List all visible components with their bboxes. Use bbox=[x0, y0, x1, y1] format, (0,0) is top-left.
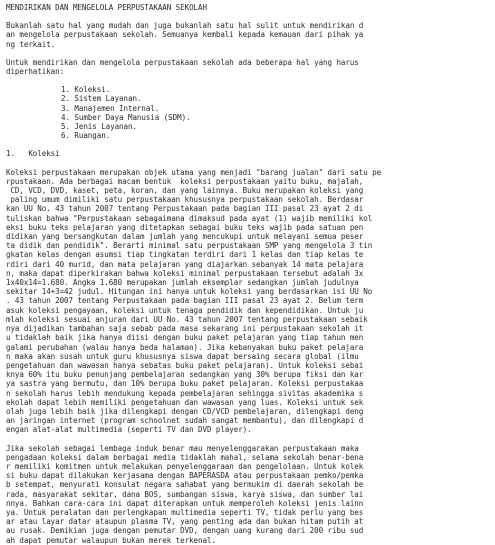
list-item: 1. Koleksi. bbox=[61, 85, 111, 95]
procurement-paragraph bbox=[6, 444, 489, 545]
text-line: rada, masyarakat sekitar, dana BOS, sumbangan siswa, karya siswa, dan sumber lai bbox=[6, 489, 364, 499]
text-line: si buku dapat dilakukan kerjasama dengan BAPERASDA atau perpustakaan pemko/pemka bbox=[6, 471, 364, 481]
text-line: tuliskan bahwa "Perpustakaan sebagaimana dimaksud pada ayat (1) wajib memiliki kol bbox=[6, 213, 373, 223]
text-line: knya 60% itu buku penunjang pembelajaran sedangkan yang 30% berupa fiksi dan kar bbox=[6, 370, 364, 380]
text-line: CD, VCD, DVD, kaset, peta, koran, dan yang lainnya. Buku merupakan koleksi yang bbox=[6, 186, 364, 196]
text-line: ya sastra yang bermutu, dan 10% berupa buku paket pelajaran. Koleksi perpustakaa bbox=[6, 379, 364, 389]
text-line: didikan yang bersangkutan dalam jumlah yang mencukupi untuk melayani semua peser bbox=[6, 232, 364, 242]
text-line: ya. Untuk peralatan dan perlengkapan multimedia seperti TV, tidak perlu yang bes bbox=[6, 507, 364, 517]
collection-paragraph bbox=[6, 168, 489, 435]
text-line: Untuk mendirikan dan mengelola perpustakaan sekolah ada beberapa hal yang harus bbox=[6, 57, 359, 67]
text-line: diperhatikan: bbox=[6, 67, 65, 77]
text-line: ng terkait. bbox=[6, 39, 56, 49]
text-line: pengadaan koleksi dalam berbagai media tidaklah mahal, selama sekolah benar-bena bbox=[6, 452, 364, 462]
text-line: rpustakaan. Ada berbagai macam bentuk koleksi perpustakaan yaitu buku, majalah, bbox=[6, 176, 364, 186]
intro-paragraph bbox=[6, 21, 489, 49]
requirements-list bbox=[6, 85, 489, 140]
text-line: mlah koleksi sesuai anjuran dari UU No. 43 tahun 2007 tentang perpustakaan sebaik bbox=[6, 314, 368, 324]
text-line: ah dapat pemutar walaupun bukan merek terkenal. bbox=[6, 535, 216, 545]
lead-paragraph bbox=[6, 58, 489, 76]
list-item: 4. Sumber Daya Manusia (SDM). bbox=[61, 112, 191, 122]
list-item: 2. Sistem Layanan. bbox=[61, 94, 142, 104]
list-item: 3. Manajemen Internal. bbox=[61, 103, 160, 113]
text-line: an mengelola perpustakaan sekolah. Semuanya kembali kepada kemauan dari pihak ya bbox=[6, 30, 364, 40]
text-line: kan UU No. 43 tahun 2007 tentang Perpustakaan pada bagian III pasal 23 ayat 2 di bbox=[6, 204, 364, 214]
text-line: nnya. Bahkan cara-cara ini dapat diterapkan untuk memperoleh koleksi jenis lainn bbox=[6, 498, 364, 508]
text-line: galami perubahan (walau hanya beda halaman). Jika kebanyakan buku paket pelajara bbox=[6, 342, 364, 352]
text-line: . 43 tahun 2007 tentang Perpustakaan pada bagian III pasal 23 ayat 2. Belum term bbox=[6, 296, 364, 306]
text-line: sekitar 14+3=42 judul. Hitungan ini hanya untuk koleksi yang berdasarkan isi UU No bbox=[6, 287, 373, 297]
text-line: n sekolah harus lebih mendukung kepada pembelajaran sehingga sivitas akademika s bbox=[6, 388, 364, 398]
text-line: au rusak. Demikian juga dengan pemutar DVD, dengan uang kurang dari 200 ribu sud bbox=[6, 526, 364, 536]
text-line: n, maka dapat diperkirakan bahwa koleksi minimal perpustakaan tersebut adalah 3x bbox=[6, 268, 364, 278]
text-line: Jika sekolah sebagai lembaga induk benar mau menyelenggarakan perpustakaan maka bbox=[6, 443, 359, 453]
text-line: asuk koleksi pengayaan, koleksi untuk tenaga pendidik dan kependidikan. Untuk ju bbox=[6, 305, 364, 315]
text-line: an jaringan internet (program schoolnet sudah sangat membantu), dan dilengkapi d bbox=[6, 416, 364, 426]
document-title: MENDIRIKAN DAN MENGELOLA PERPUSTAKAAN SEKOLAH bbox=[6, 3, 207, 12]
text-line: r memiliki komitmen untuk melakukan penyelenggaraan dan pengelolaan. Untuk kolek bbox=[6, 461, 364, 471]
text-line: 1x40x14=1.680. Angka 1.680 merupakan jumlah eksemplar sedangkan jumlah judulnya bbox=[6, 278, 359, 288]
text-line: olah juga lebih baik jika dilengkapi dengan CD/VCD pembelajaran, dilengkapi deng bbox=[6, 406, 364, 416]
text-line: b setempat, menyurati konsulat negara sahabat yang bermukim di daerah sekolah be bbox=[6, 480, 364, 490]
list-item: 6. Ruangan. bbox=[61, 131, 111, 141]
text-line: eksi buku teks pelajaran yang ditetapkan sebagai buku teks wajib pada satuan pen bbox=[6, 222, 364, 232]
text-line: ar atau layar datar ataupun plasma TV, yang penting ada dan bukan hitam putih at bbox=[6, 517, 364, 527]
text-line: n maka akan susah untuk guru khususnya siswa dapat bersaing secara global (ilmu bbox=[6, 351, 359, 361]
text-line: paling umum dimiliki satu perpustakaan khususnya perpustakaan sekolah. Berdasar bbox=[6, 195, 364, 205]
section-heading: 1. Koleksi bbox=[6, 149, 60, 159]
text-line: ta didik dan pendidik". Berarti minimal satu perpustakaan SMP yang mengelola 3 tin bbox=[6, 241, 373, 251]
text-line: u tidaklah baik jika hanya diisi dengan buku paket pelajaran yang tiap tahun men bbox=[6, 333, 364, 343]
text-line: ekolah dapat lebih memiliki pengetahuan dan wawasan yang luas. Koleksi untuk sek bbox=[6, 397, 364, 407]
text-line: rdiri dari 40 murid, dan mata pelajaran yang diajarkan sebanyak 14 mata pelajara bbox=[6, 259, 364, 269]
text-line: engan alat-alat multimedia (seperti TV dan DVD player). bbox=[6, 425, 252, 435]
text-line: nya dijadikan tambahan saja sebab pada masa sekarang ini perpustakaan sekolah it bbox=[6, 324, 364, 334]
text-line: Koleksi perpustakaan merupakan objek utama yang menjadi "barang jualan" dari satu pe bbox=[6, 167, 382, 177]
text-line: Bukanlah satu hal yang mudah dan juga bukanlah satu hal sulit untuk mendirikan d bbox=[6, 21, 364, 31]
list-item: 5. Jenis Layanan. bbox=[61, 122, 137, 132]
text-line: gkatan kelas dengan asumsi tiap tingkatan terdiri dari 1 kelas dan tiap kelas te bbox=[6, 250, 364, 260]
text-line: pengetahuan dan wawasan hanya sebatas buku paket pelajaran). Untuk koleksi sebai bbox=[6, 360, 364, 370]
